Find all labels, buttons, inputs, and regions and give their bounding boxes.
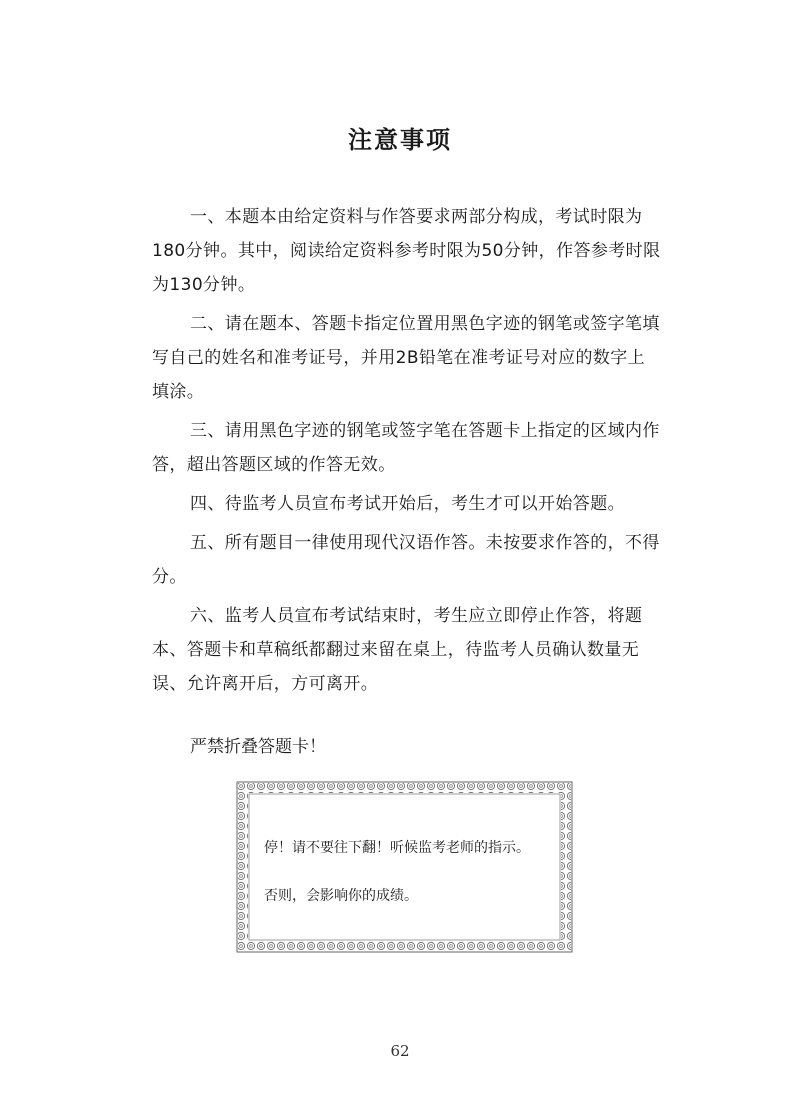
instructions-body — [152, 200, 662, 706]
page-title: 注意事项 — [348, 126, 452, 154]
stop-notice-box — [236, 781, 573, 953]
decorative-border — [236, 781, 573, 953]
instruction-paragraph-4: 四、待监考人员宣布考试开始后，考生才可以开始答题。 — [190, 494, 625, 514]
instruction-paragraph-2: 二、请在题本、答题卡指定位置用黑色字迹的钢笔或签字笔填写自己的姓名和准考证号，并用2B铅笔在准考证号对应的数字上填涂。 — [152, 314, 660, 402]
instruction-paragraph-3: 三、请用黑色字迹的钢笔或签字笔在答题卡上指定的区域内作答，超出答题区域的作答无效。 — [152, 421, 660, 475]
stop-notice-line: 停！请不要往下翻！听候监考老师的指示。 — [264, 840, 530, 856]
instruction-paragraph-5: 五、所有题目一律使用现代汉语作答。未按要求作答的，不得分。 — [152, 533, 660, 587]
no-folding-warning: 严禁折叠答题卡！ — [190, 737, 326, 757]
instruction-paragraph-6: 六、监考人员宣布考试结束时，考生应立即停止作答，将题本、答题卡和草稿纸都翻过来留在桌上，待监考人员确认数量无误、允许离开后，方可离开。 — [152, 606, 643, 694]
page-number: 62 — [390, 1042, 410, 1060]
instruction-paragraph-1: 一、本题本由给定资料与作答要求两部分构成，考试时限为180分钟。其中，阅读给定资料参考时限为50分钟，作答参考时限为130分钟。 — [152, 207, 661, 295]
consequence-notice-line: 否则，会影响你的成绩。 — [264, 888, 418, 904]
